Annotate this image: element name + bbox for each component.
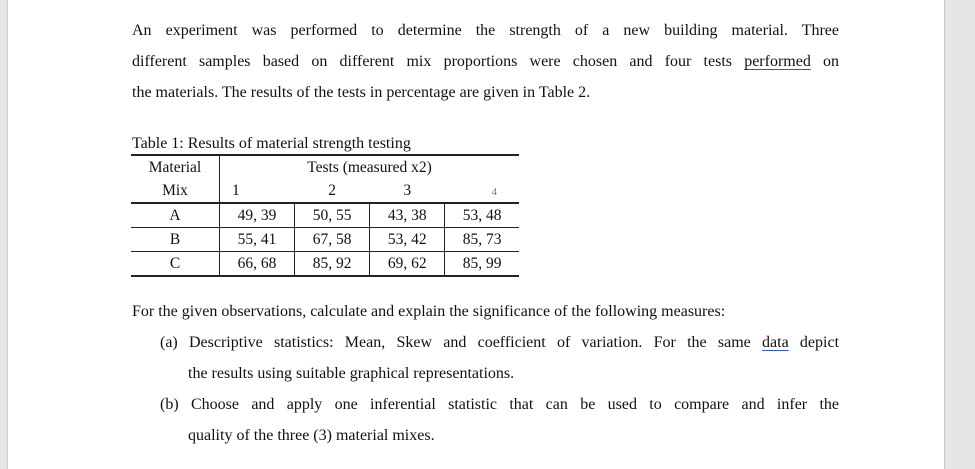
test-number-4 — [445, 179, 519, 203]
intro-line-2-after: on — [823, 53, 840, 70]
table-cell: 53, 48 — [445, 203, 519, 228]
question-prompt: For the given observations, calculate and explain the significance of the following measures: — [132, 303, 726, 320]
mix-label: A — [131, 203, 220, 228]
mix-label: B — [131, 228, 220, 252]
table-cell: 66, 68 — [220, 252, 295, 277]
mix-label: C — [131, 252, 220, 277]
table-cell: 55, 41 — [220, 228, 295, 252]
header-mix: Mix — [131, 179, 220, 203]
intro-line-2 — [132, 46, 839, 77]
intro-line-2-before: different samples based on different mix proportions were chosen and four tests — [132, 53, 732, 70]
test-number-1: 1 — [232, 181, 240, 199]
item-a-line-1-after: depict — [799, 334, 840, 351]
item-a-line-1 — [160, 327, 839, 358]
flagged-word-data[interactable]: data — [762, 334, 789, 351]
test-number-2: 2 — [328, 181, 337, 199]
table-cell: 85, 99 — [445, 252, 519, 277]
intro-line-3: the materials. The results of the tests in percentage are given in Table 2. — [132, 84, 591, 101]
test-number-3: 3 — [403, 181, 412, 199]
item-a-line-1-before: (a) Descriptive statistics: Mean, Skew and coefficient of variation. For the same — [160, 334, 751, 351]
table-cell: 50, 55 — [295, 203, 370, 228]
table-row — [131, 203, 519, 228]
intro-line-1: An experiment was performed to determine the strength of a new building material. Three — [132, 22, 839, 39]
table-cell: 53, 42 — [370, 228, 445, 252]
table-cell: 69, 62 — [370, 252, 445, 277]
table-row — [131, 228, 519, 252]
table-cell: 85, 92 — [295, 252, 370, 277]
table-cell: 49, 39 — [220, 203, 295, 228]
header-material: Material — [131, 155, 220, 179]
table-cell: 85, 73 — [445, 228, 519, 252]
table-caption: Table 1: Results of material strength testing — [132, 135, 411, 152]
item-b-line-1: (b) Choose and apply one inferential statistic that can be used to compare and infer the — [160, 396, 839, 413]
header-tests: Tests (measured x2) — [220, 155, 520, 179]
item-b-line-2: quality of the three (3) material mixes. — [188, 427, 435, 444]
flagged-word-performed[interactable]: performed — [744, 53, 811, 70]
item-a-line-2: the results using suitable graphical representations. — [188, 365, 515, 382]
table-row — [131, 252, 519, 277]
document-page — [7, 0, 945, 469]
test-number-4-label: 4 — [491, 185, 497, 198]
question-item-b — [160, 389, 839, 451]
table-cell: 43, 38 — [370, 203, 445, 228]
intro-paragraph — [132, 15, 839, 108]
question-item-a — [160, 327, 839, 389]
table-cell: 67, 58 — [295, 228, 370, 252]
results-table — [131, 154, 519, 277]
